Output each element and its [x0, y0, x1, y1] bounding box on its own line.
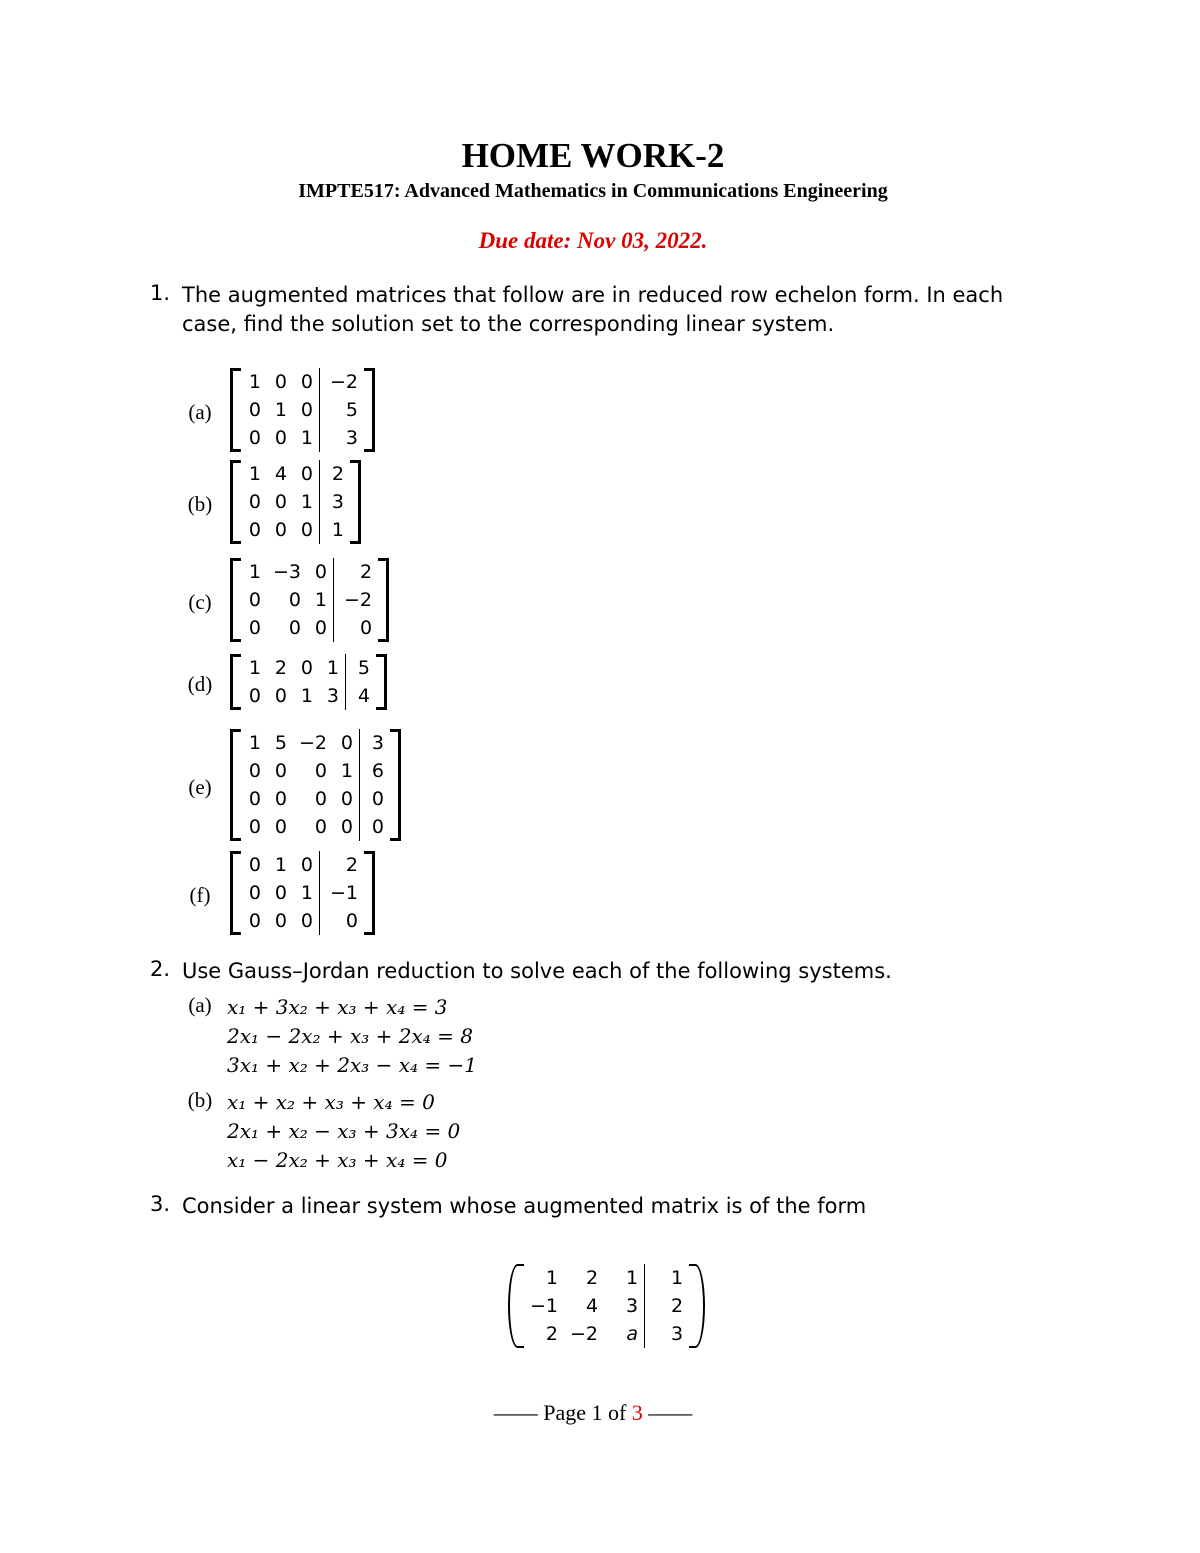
- matrix-row: [241, 516, 350, 544]
- matrix-cell: −2: [334, 586, 379, 614]
- matrix-cell: −2: [299, 732, 328, 754]
- matrix-table: [241, 558, 378, 642]
- matrix-cell: 2: [274, 657, 287, 679]
- matrix-cell: 0: [334, 614, 379, 642]
- matrix-cell: 0: [248, 816, 261, 838]
- matrix-cell: 0: [274, 371, 287, 393]
- matrix-cell: 5: [274, 732, 287, 754]
- matrix-cell: 0: [248, 788, 261, 810]
- q1-part-label: (e): [188, 775, 212, 799]
- matrix-cell: 1: [314, 589, 328, 611]
- q1-augmented-matrix: [230, 460, 361, 544]
- matrix-cell: 0: [314, 760, 328, 782]
- matrix-row: [241, 682, 376, 710]
- matrix-row: [241, 654, 376, 682]
- matrix-row: [241, 558, 378, 586]
- matrix-cell: 0: [274, 882, 287, 904]
- equation: 2x₁ + x₂ − x₃ + 3x₄ = 0: [227, 1119, 461, 1143]
- footer-total-pages: 3: [631, 1400, 643, 1425]
- matrix-cell: 0: [288, 589, 302, 611]
- matrix-table: [241, 851, 364, 935]
- equation: x₁ + x₂ + x₃ + x₄ = 0: [227, 1090, 435, 1114]
- matrix-cell: 0: [300, 657, 313, 679]
- matrix-cell: 0: [248, 760, 261, 782]
- q1-part-label: (c): [188, 590, 212, 614]
- matrix-cell: 0: [340, 732, 354, 754]
- matrix-cell: 0: [274, 788, 287, 810]
- matrix-cell: 2: [320, 851, 365, 879]
- q1-part-label: (f): [189, 883, 211, 907]
- matrix-row: [241, 757, 390, 785]
- equation: x₁ + 3x₂ + x₃ + x₄ = 3: [227, 995, 448, 1019]
- matrix-cell: 0: [274, 816, 287, 838]
- matrix-cell: 3: [645, 1320, 690, 1348]
- matrix-cell: 0: [248, 519, 261, 541]
- matrix-cell: 2: [645, 1292, 690, 1320]
- matrix-row: [524, 1320, 689, 1348]
- matrix-cell: 4: [585, 1295, 599, 1317]
- matrix-row: [241, 368, 364, 396]
- matrix-cell: 4: [346, 682, 377, 710]
- matrix-cell: 1: [300, 882, 313, 904]
- matrix-cell: 0: [288, 617, 302, 639]
- right-bracket: [364, 368, 375, 452]
- q3-augmented-matrix: [508, 1264, 705, 1348]
- matrix-cell: 0: [274, 760, 287, 782]
- equation: x₁ − 2x₂ + x₃ + x₄ = 0: [227, 1148, 448, 1172]
- matrix-cell: 0: [360, 785, 391, 813]
- matrix-cell: 5: [346, 654, 377, 682]
- equation: 2x₁ − 2x₂ + x₃ + 2x₄ = 8: [227, 1024, 473, 1048]
- matrix-cell: 0: [274, 910, 287, 932]
- equation: 3x₁ + x₂ + 2x₃ − x₄ = −1: [227, 1053, 478, 1077]
- left-bracket: [230, 729, 241, 841]
- matrix-cell: 0: [314, 561, 328, 583]
- matrix-cell: 0: [300, 854, 313, 876]
- matrix-table: [241, 460, 350, 544]
- footer-prefix: —— Page 1 of: [493, 1400, 632, 1425]
- matrix-row: [241, 424, 364, 452]
- matrix-cell: 0: [274, 519, 287, 541]
- course-name: IMPTE517: Advanced Mathematics in Communications Engineering: [298, 180, 888, 202]
- matrix-row: [241, 729, 390, 757]
- matrix-cell: 0: [248, 617, 261, 639]
- matrix-cell: 1: [248, 463, 261, 485]
- matrix-cell: 3: [320, 424, 365, 452]
- q1-augmented-matrix: [230, 558, 389, 642]
- q1-augmented-matrix: [230, 654, 387, 710]
- matrix-cell: 5: [320, 396, 365, 424]
- matrix-row: [241, 614, 378, 642]
- question-3-number: 3.: [150, 1192, 171, 1216]
- page-footer: [0, 1400, 1186, 1426]
- matrix-cell: 1: [248, 371, 261, 393]
- matrix-row: [241, 879, 364, 907]
- right-bracket: [378, 558, 389, 642]
- matrix-cell: 0: [300, 371, 313, 393]
- matrix-cell: 0: [274, 427, 287, 449]
- matrix-cell: −2: [570, 1323, 599, 1345]
- due-date: Due date: Nov 03, 2022.: [478, 228, 708, 253]
- matrix-cell: 1: [545, 1267, 559, 1289]
- matrix-cell: 3: [320, 488, 351, 516]
- matrix-cell: −1: [530, 1295, 559, 1317]
- matrix-row: [241, 460, 350, 488]
- matrix-cell: 0: [300, 910, 313, 932]
- matrix-cell: 2: [585, 1267, 599, 1289]
- q2-part-b-label: (b): [187, 1088, 213, 1112]
- matrix-row: [241, 851, 364, 879]
- matrix-cell: 0: [248, 910, 261, 932]
- q1-augmented-matrix: [230, 729, 401, 841]
- right-bracket: [390, 729, 401, 841]
- matrix-row: [241, 907, 364, 935]
- matrix-cell: a: [626, 1323, 639, 1345]
- matrix-cell: 2: [320, 460, 351, 488]
- matrix-table: [241, 729, 390, 841]
- matrix-table: [241, 654, 376, 710]
- matrix-cell: −2: [320, 368, 365, 396]
- matrix-cell: 0: [300, 463, 313, 485]
- question-2-text: Use Gauss–Jordan reduction to solve each of the following systems.: [182, 959, 892, 983]
- matrix-cell: 1: [300, 491, 313, 513]
- matrix-cell: 2: [334, 558, 379, 586]
- matrix-cell: 4: [274, 463, 287, 485]
- left-bracket: [230, 558, 241, 642]
- matrix-row: [241, 785, 390, 813]
- matrix-cell: 3: [326, 685, 339, 707]
- matrix-cell: 0: [248, 854, 261, 876]
- matrix-cell: 1: [248, 732, 261, 754]
- left-bracket: [230, 851, 241, 935]
- right-bracket: [376, 654, 387, 710]
- matrix-cell: 0: [320, 907, 365, 935]
- matrix-row: [241, 396, 364, 424]
- q3-matrix-table: [524, 1264, 689, 1348]
- matrix-row: [524, 1264, 689, 1292]
- matrix-cell: 0: [314, 788, 328, 810]
- matrix-cell: 0: [360, 813, 391, 841]
- matrix-cell: 1: [625, 1267, 639, 1289]
- matrix-cell: 1: [645, 1264, 690, 1292]
- matrix-cell: 2: [545, 1323, 559, 1345]
- matrix-cell: 0: [274, 685, 287, 707]
- matrix-cell: 1: [300, 685, 313, 707]
- q1-part-label: (b): [187, 492, 213, 516]
- matrix-cell: 1: [274, 399, 287, 421]
- matrix-cell: 1: [248, 561, 261, 583]
- right-bracket: [364, 851, 375, 935]
- matrix-cell: 0: [248, 685, 261, 707]
- q1-part-label: (d): [187, 672, 213, 696]
- footer-suffix: ——: [642, 1400, 693, 1425]
- matrix-cell: 0: [248, 427, 261, 449]
- matrix-table: [241, 368, 364, 452]
- matrix-cell: 1: [248, 657, 261, 679]
- matrix-cell: 0: [248, 491, 261, 513]
- q1-augmented-matrix: [230, 368, 375, 452]
- matrix-cell: 0: [300, 519, 313, 541]
- matrix-cell: 0: [314, 816, 328, 838]
- matrix-cell: 6: [360, 757, 391, 785]
- matrix-cell: 0: [314, 617, 328, 639]
- matrix-cell: 3: [625, 1295, 639, 1317]
- matrix-cell: 1: [300, 427, 313, 449]
- matrix-cell: 0: [248, 589, 261, 611]
- q1-augmented-matrix: [230, 851, 375, 935]
- question-3-text: Consider a linear system whose augmented matrix is of the form: [182, 1194, 867, 1218]
- q2-part-b-equations: [227, 1088, 460, 1175]
- matrix-cell: 0: [340, 816, 354, 838]
- right-bracket: [350, 460, 361, 544]
- matrix-cell: 0: [248, 882, 261, 904]
- q1-part-label: (a): [188, 400, 212, 424]
- matrix-cell: 1: [274, 854, 287, 876]
- matrix-cell: 0: [340, 788, 354, 810]
- matrix-cell: 0: [274, 491, 287, 513]
- matrix-cell: 1: [320, 516, 351, 544]
- matrix-row: [241, 813, 390, 841]
- question-2-number: 2.: [150, 957, 171, 981]
- q2-part-a-label: (a): [188, 993, 212, 1017]
- matrix-cell: 3: [360, 729, 391, 757]
- matrix-cell: −1: [320, 879, 365, 907]
- question-1-number: 1.: [150, 281, 171, 305]
- question-1-text: The augmented matrices that follow are in reduced row echelon form. In each case, find the solution set to the corresponding linear system.: [182, 283, 1004, 336]
- left-bracket: [230, 460, 241, 544]
- matrix-cell: 1: [326, 657, 339, 679]
- page-title: HOME WORK-2: [461, 136, 725, 175]
- right-paren: [689, 1264, 705, 1348]
- matrix-cell: 0: [300, 399, 313, 421]
- matrix-cell: 0: [248, 399, 261, 421]
- matrix-row: [241, 488, 350, 516]
- q2-part-a-equations: [227, 993, 477, 1080]
- matrix-row: [524, 1292, 689, 1320]
- matrix-cell: −3: [273, 561, 302, 583]
- left-bracket: [230, 368, 241, 452]
- left-paren: [508, 1264, 524, 1348]
- left-bracket: [230, 654, 241, 710]
- matrix-row: [241, 586, 378, 614]
- matrix-cell: 1: [340, 760, 354, 782]
